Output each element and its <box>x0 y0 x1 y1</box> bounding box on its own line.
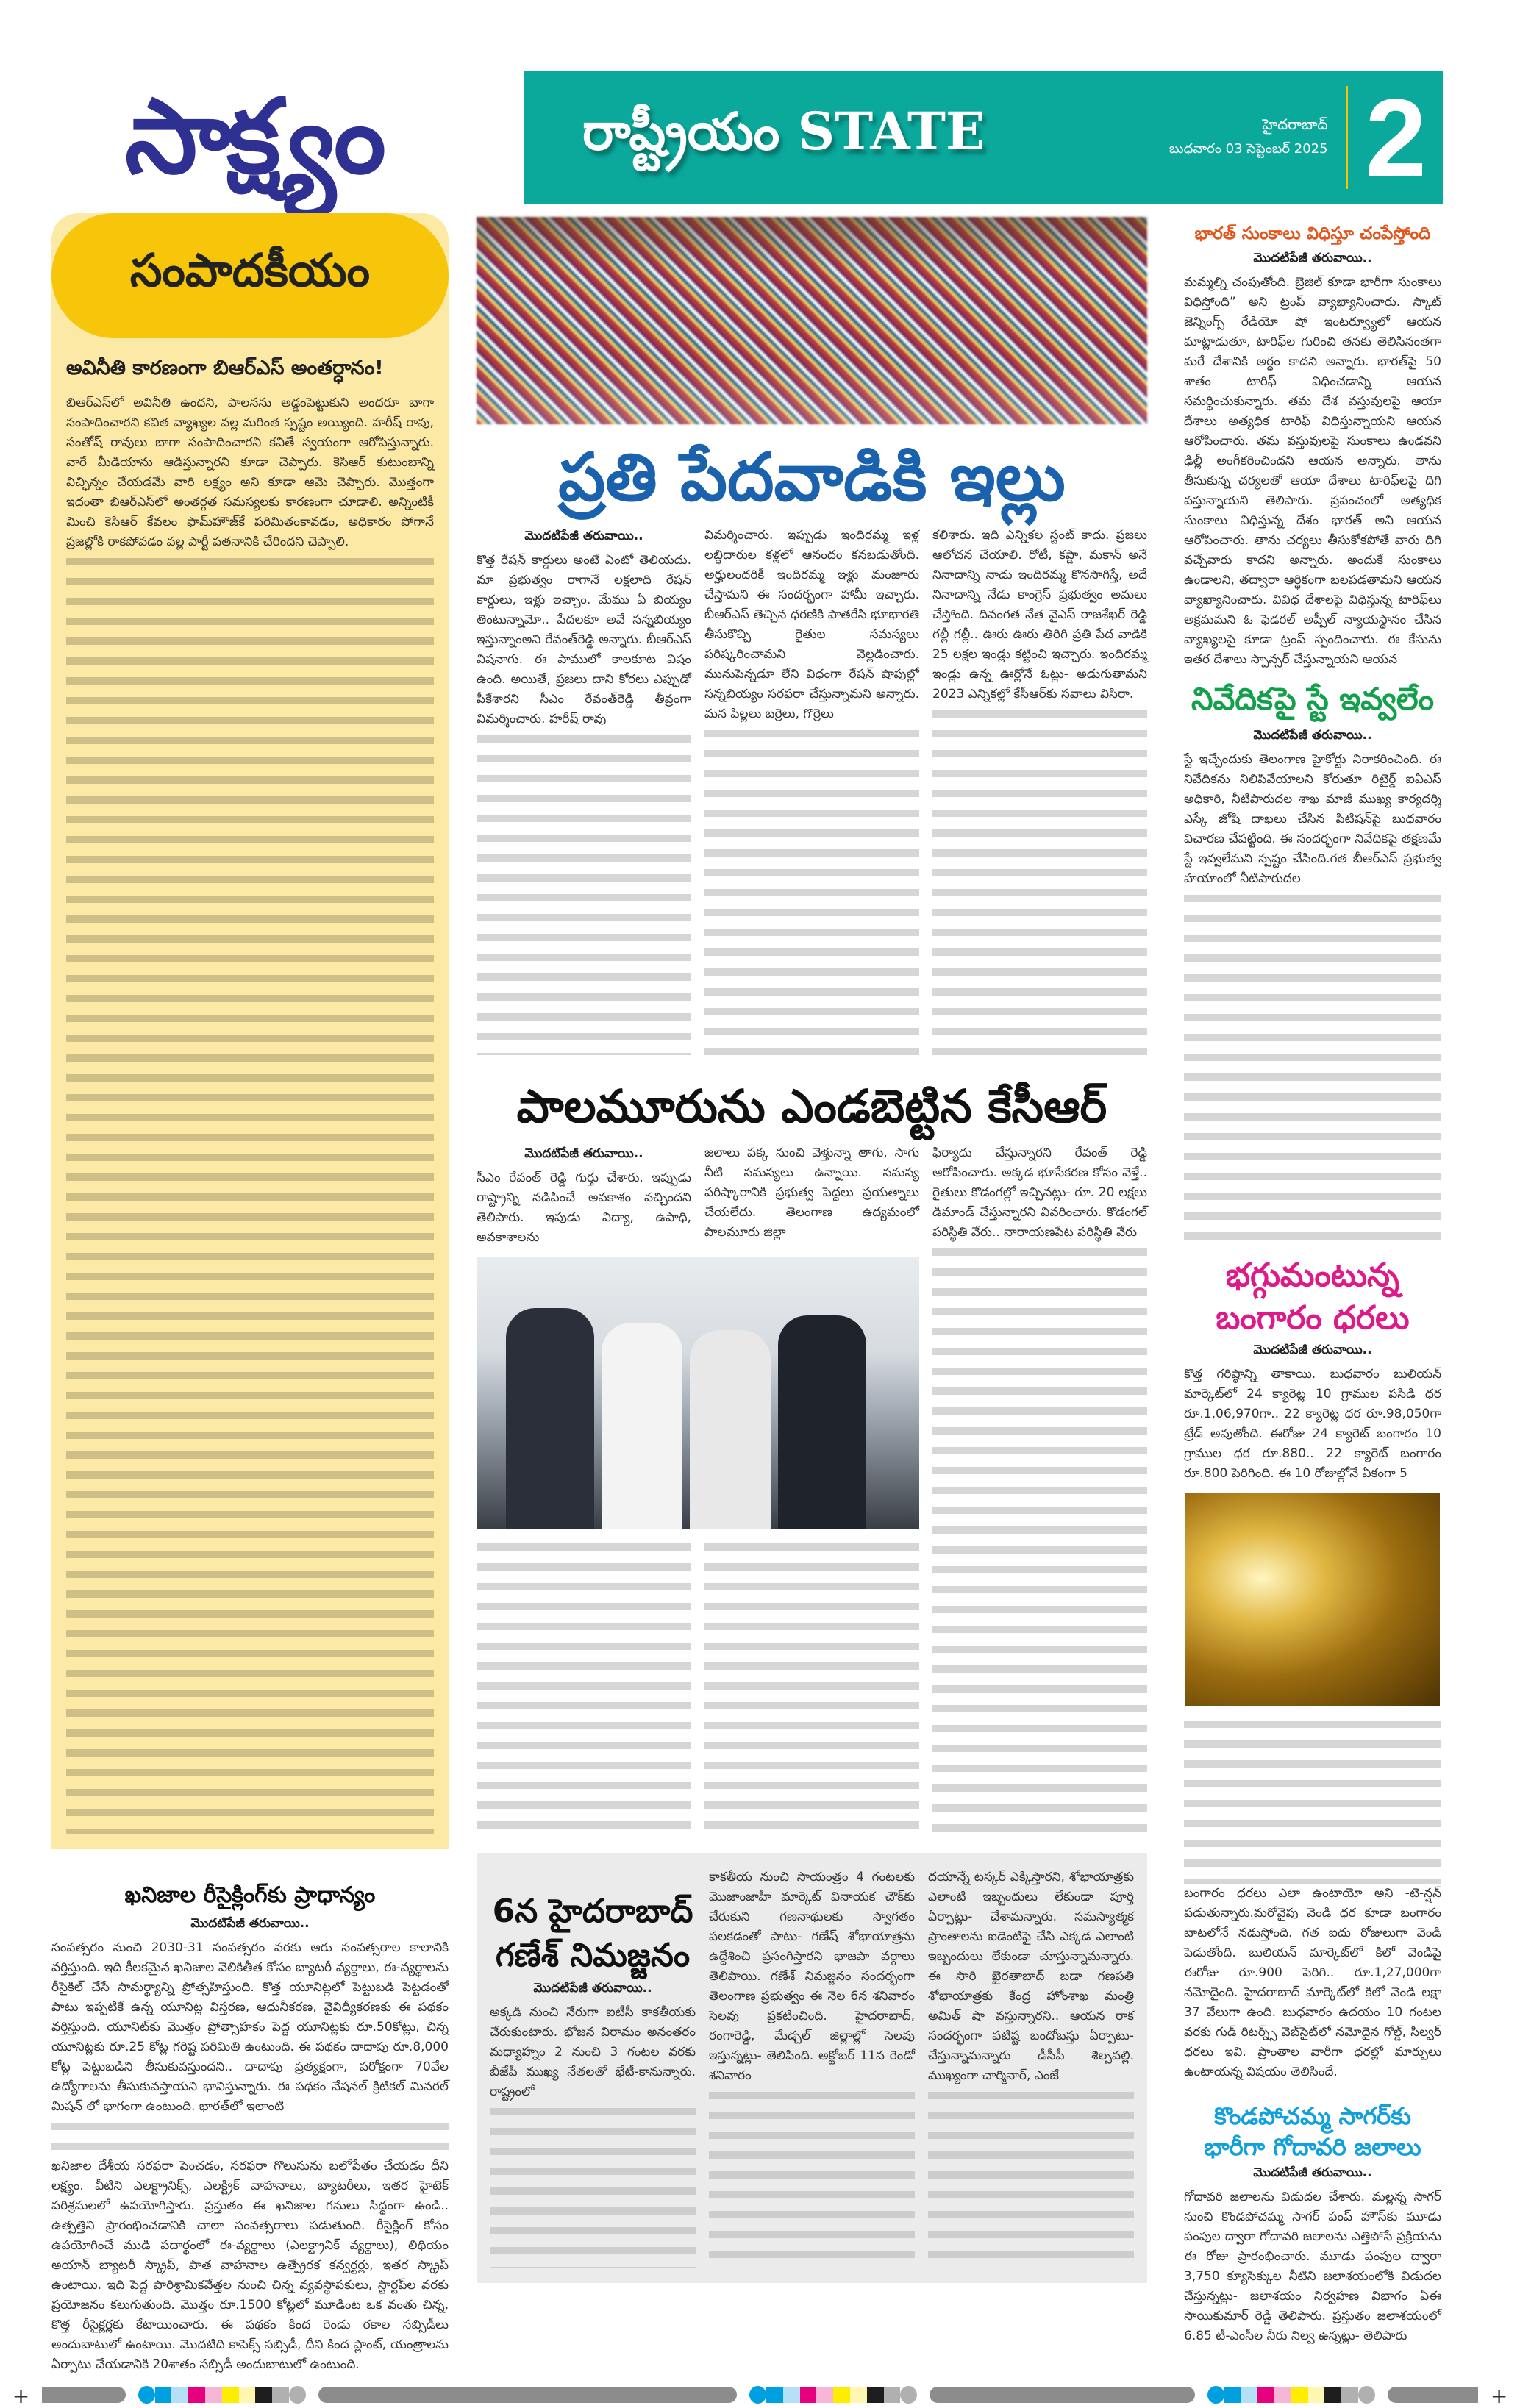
palamuru-col-2: జలాలు పక్క నుంచి వెళ్తున్నా తాగు, సాగు నీటి సమస్యలు ఉన్నాయి. సమస్య పరిష్కారానికి ప్రభుత్వ పెద్దలు ప్రయత్నాలు చేయలేదు. తెలంగాణ ఉద్యమంలో పాలమూరు జిల్లా <box>704 1146 919 1240</box>
cm-meeting-photo <box>477 1257 919 1529</box>
minerals-body-end: ఖనిజాల దేశీయ సరఫరా పెంచడం, సరఫరా గొలుసును బలోపేతం చేయడం దీని లక్ష్యం. వీటిని ఎలక్ట్రానిక్స్, ఎలక్ట్రిక్ వాహనాలు, బ్యాటరీలు, ఇతర హైటెక్ పరిశ్రమలలో ఉపయోగిస్తారు. ప్రస్తుతం ఈ ఖనిజాల గనులు సిద్ధంగా ఉండి.. ఉత్పత్తిని ప్రారంభించడానికి చాలా సంవత్సరాలు పడుతుంది. రీసైక్లింగ్ కోసం ఉపయోగించే ముడి పదార్థంలో ఈ-వ్యర్థాలు (ఎలక్ట్రానిక్ వ్యర్థాలు), లిథియం అయాన్ బ్యాటరీ స్క్రాప్, పాత వాహనాల ఉత్ప్రేరక కన్వర్టర్లు, ఇతర స్క్రాప్ ఉంటాయి. ఇది పెద్ద పారిశ్రామికవేత్తల నుంచి చిన్న వ్యవస్థాపకులు, స్టార్టప్‌ల వరకు ప్రయోజనం కలుగుతుంది. మొత్తం రూ.1500 కోట్లలో మూడింట ఒక వంతు చిన్న, కొత్త రీసైక్లర్లకు కేటాయించారు. ఈ పథకం కింద రెండు రకాల సబ్సిడీలు అందుబాటులో ఉంటాయి. మొదటిది కాపెక్స్ సబ్సిడీ, దీని కింద ప్లాంట్, యంత్రాలను ఏర్పాటు చేయడానికి 20శాతం సబ్సిడీ అందుబాటులో ఉంటుంది. <box>51 2159 449 2372</box>
housing-col-3: కలిశారు. ఇది ఎన్నికల స్టంట్ కాదు. ప్రజలు ఆలోచన చేయాలి. రోటీ, కప్డా, మకాన్ అనే నినాదాన్ని నాడు ఇందిరమ్మ కొనసాగిస్తే, అదే నినాదాన్ని నేడు కాంగ్రెస్ ప్రభుత్వం అమలు చేస్తోంది. దివంగత నేత వైఎస్ రాజశేఖర్ రెడ్డి గల్లీ గల్లీ.. ఊరు ఊరు తిరిగి ప్రతి పేద వాడికి 25 లక్షల ఇండ్లు కట్టించి ఇచ్చారు. ఇందిరమ్మ ఇండ్లు ఉన్న ఊర్లోనే ఓట్లు- అడుగుతామని 2023 ఎన్నికల్లో కేసీఆర్‌కు సవాలు విసిరా. <box>932 528 1147 701</box>
gold-body-end: బంగారం ధరలు ఎలా ఉంటాయో అని -టె-న్షన్ పడుతున్నారు.మరోవైపు వెండి ధర కూడా బంగారం బాటలోనే నడుస్తోంది. గత ఐదు రోజులుగా వెండి పెడుతోంది. బులియన్ మార్కెట్‌లో కిలో వెండిపై ఈరోజు రూ.900 పెరిగి.. రూ.1,27,000గా నమోదైంది. హైదరాబాద్ మార్కెట్‌లో కిలో వెండి లక్షా 37 వేలుగా ఉంది. బుధవారం ఉదయం 10 గంటల వరకు గుడ్ రిటర్న్స్ వెబ్‌సైట్‌లో నమోదైన గోల్డ్, సిల్వర్ ధరలు ఇవి. ప్రాంతాల వారీగా ధరల్లో మార్పులు ఉంటాయన్న విషయం తెలిసిందే. <box>1184 1886 1441 2079</box>
editorial-box <box>51 213 449 1849</box>
tariff-body: మమ్మల్ని చంపుతోంది. బ్రెజిల్ కూడా భారీగా సుంకాలు విధిస్తోంది” అని ట్రంప్ వ్యాఖ్యానించారు. స్కాట్ జెన్నింగ్స్ రేడియో షో ఇంటర్వ్యూలో ఆయన మాట్లాడుతూ, టారిఫ్‌ల గురించి తనకు తెలిసినంతగా మరే దేశానికి అర్థం కాదని అన్నారు. భారత్‌పై 50 శాతం టారిఫ్ విధించడాన్ని ఆయన సమర్థించుకున్నారు. తమ దేశ వస్తువులపై ఆయా దేశాలు అత్యధిక టారిఫ్ విధిస్తున్నాయని ఆయన ఆరోపించారు. తమ వస్తువులపై సుంకాలు ఉండవని ఢిల్లీ అంగీకరించిందని ఆయన అన్నారు. తాను తీసుకున్న చర్యలతో ఆయా దేశాలు టారిఫ్‌లపై దిగి వస్తున్నాయని తెలిపారు. ప్రపంచంలో అత్యధిక సుంకాలు విధిస్తున్న దేశం భారత్ అని ఆయన ఆరోపించారు. తాను చర్యలు తీసుకోకపోతే వారు దిగి వచ్చేవారు కాదని అన్నారు. అందుకే సుంకాలు ఉండాలని, తద్వారా ఆర్థికంగా బలపడతామని ఆయన వ్యాఖ్యానించారు. వివిధ దేశాలపై విధిస్తున్న టారిఫ్‌లు అక్రమమని ఓ ఫెడరల్ అప్పీల్ న్యాయస్థానం చేసిన వ్యాఖ్యలపై కూడా ట్రంప్ స్పందించారు. ఈ కేసును ఇతర దేశాలు స్పాన్సర్ చేస్తున్నాయని ఆయన <box>1184 275 1441 667</box>
newspaper-logo: సాక్ష్యం <box>125 77 382 197</box>
page-number: 2 <box>1365 76 1427 199</box>
ganesh-col-2: కాకతీయ నుంచి సాయంత్రం 4 గంటలకు మొజాంజాహీ మార్కెట్ వినాయక చౌక్‌కు చేరుకుని గణనాథులకు స్వాగతం పలకడంతో పాటు- గణేష్ శోభాయాత్రను ఉద్దేశించి ప్రసంగిస్తారని భాజపా వర్గాలు తెలిపాయి. గణేశ్ నిమజ్జనం సందర్భంగా తెలంగాణ ప్రభుత్వం ఈ నెల 6న శనివారం సెలవు ప్రకటించింది. హైదరాబాద్, రంగారెడ్డి, మేడ్చల్ జిల్లాల్లో సెలవు ఇస్తున్నట్లు- తెలిపింది. అక్టోబర్ 11న రెండో శనివారం <box>709 1870 915 2083</box>
middle-column <box>477 213 1147 2375</box>
text-continuation <box>1184 889 1441 1240</box>
right-column <box>1184 213 1441 2375</box>
ganesh-article <box>477 1853 1147 2283</box>
text-continuation <box>477 729 691 1055</box>
continued-label: మొదటిపేజీ తరువాయి.. <box>1253 728 1372 743</box>
palamuru-col-3: ఫిర్యాదు చేస్తున్నారని రేవంత్ రెడ్డి ఆరోపించారు. అక్కడ భూసేకరణ కోసం వెళ్తే.. రైతులు కొడంగల్లో ఇచ్చినట్లు- రూ. 20 లక్షలు డిమాండ్ చేస్తున్నారని వివరించారు. కొడంగల్ పరిస్థితి వేరు.. నారాయణపేట పరిస్థితి వేరు <box>932 1146 1147 1240</box>
text-continuation <box>709 2086 915 2268</box>
print-registration-bar: + + <box>12 2384 1508 2408</box>
gold-bars-photo <box>1185 1493 1440 1706</box>
kondapochamma-article <box>1184 2162 1441 2346</box>
continued-label: మొదటిపేజీ తరువాయి.. <box>524 529 643 543</box>
gold-headline-line2: బంగారం ధరలు <box>1216 1299 1410 1337</box>
text-continuation <box>477 1537 691 1834</box>
minerals-body: సంవత్సరం నుంచి 2030-31 సంవత్సరం వరకు ఆరు సంవత్సరాల కాలానికి వర్తిస్తుంది. ఇది కీలకమైన ఖనిజాల వెలికితీత కోసం బ్యాటరీ వ్యర్థాలు, ఈ-వ్యర్థాలను రీసైకిల్ చేసే సామర్థ్యాన్ని ప్రోత్సహిస్తుంది. కొత్త యూనిట్లలో పెట్టుబడి పెట్టడంతో పాటు ఇప్పటికే ఉన్న యూనిట్ల విస్తరణ, ఆధునీకరణ, వైవిధ్యీకరణకు ఈ పథకం వర్తిస్తుంది. యూనిట్‌కు మొత్తం ప్రోత్సాహకం పెద్ద యూనిట్లకు రూ.50కోట్లు, చిన్న యూనిట్లకు రూ.25 కోట్ల గరిష్ట పరిమితి ఉంటుంది. ఈ పథకం దాదాపు రూ.8,000 కోట్ల పెట్టుబడిని తీసుకువస్తుందని.. దాదాపు ప్రత్యక్షంగా, పరోక్షంగా 70వేల ఉద్యోగాలను తీసుకువస్తాయని భావిస్తున్నారు. ఈ పథకం నేషనల్ క్రిటికల్ మినరల్ మిషన్ లో భాగంగా ఉంటుంది. భారత్‌లో ఇలాంటి <box>51 1940 449 2114</box>
palamuru-headline: పాలమూరును ఎండబెట్టిన కేసీఆర్ <box>516 1079 1107 1133</box>
edition-date: బుధవారం 03 సెప్టెంబర్ 2025 <box>1168 141 1328 157</box>
stay-body: స్టే ఇచ్చేందుకు తెలంగాణ హైకోర్టు నిరాకరించింది. ఈ నివేదికను నిలిపివేయాలని కోరుతూ రిటైర్డ్ ఐఏఎస్ అధికారి, నీటిపారుదల శాఖ మాజీ ముఖ్య కార్యదర్శి ఎస్కే జోషి దాఖలు చేసిన పిటిషన్‌పై బుధవారం విచారణ చేపట్టింది. ఈ సందర్భంగా నివేదికపై తక్షణమే స్టే ఇవ్వలేమని స్పష్టం చేసింది.గత బీఆర్‌ఎస్ ప్రభుత్వ హయాంలో నీటిపారుదల <box>1184 752 1441 886</box>
continued-label: మొదటిపేజీ తరువాయి.. <box>190 1916 310 1931</box>
text-continuation <box>66 552 434 1834</box>
continued-label: మొదటిపేజీ తరువాయి.. <box>1253 2165 1372 2180</box>
gold-article <box>1184 1340 1441 1484</box>
edition-city: హైదరాబాద్ <box>1262 115 1328 133</box>
continued-label: మొదటిపేజీ తరువాయి.. <box>1253 1343 1372 1357</box>
text-continuation <box>490 2102 696 2268</box>
gold-headline-line1: భగ్గుమంటున్న <box>1226 1257 1399 1294</box>
continued-label: మొదటిపేజీ తరువాయి.. <box>524 1146 643 1161</box>
edition-meta <box>1169 115 1328 160</box>
kondapochamma-body: గోదావరి జలాలను విడుదల చేశారు. మల్లన్న సాగర్ నుంచి కొండపోచమ్మ సాగర్ పంప్ హౌస్‌కు మూడు పంపుల ద్వారా గోదావరి జలాలను ఎత్తిపోసే ప్రక్రియను ఈ రోజు ప్రారంభించారు. మూడు పంపుల ద్వారా 3,750 క్యూసెక్కుల నీటిని జలాశయంలోకి విడుదల చేస్తున్నట్లు- జలాశయం నిర్వహణ విభాగం ఏఈ సాయికుమార్ రెడ్డి తెలిపారు. ప్రస్తుతం జలాశయంలో 6.85 టీ-ఎంసీల నీరు నిల్వ ఉన్నట్లు- తెలిపారు <box>1184 2190 1441 2343</box>
text-continuation <box>704 1537 919 1834</box>
gold-headline <box>1184 1254 1441 1340</box>
left-column <box>51 213 449 2375</box>
continued-label: మొదటిపేజీ తరువాయి.. <box>1253 251 1372 265</box>
continued-label: మొదటిపేజీ తరువాయి.. <box>533 1981 652 1996</box>
text-continuation <box>51 2117 449 2157</box>
text-continuation <box>1184 1715 1441 1884</box>
housing-col-1: కొత్త రేషన్ కార్డులు అంటే ఏంటో తెలియదు. మా ప్రభుత్వం రాగానే లక్షలాది రేషన్ కార్డులు, ఇళ్లు ఇచ్చాం. మేము ఏ బియ్యం తింటున్నామో.. పేదలకూ అవే సన్నబియ్యం ఇస్తున్నాంఅని రేవంత్‌రెడ్డి అన్నారు. బీఆర్‌ఎస్ విషనాగు. ఈ పాములో కాలకూట విషం ఉంది. అయితే, ప్రజలు దాని కోరలు ఎప్పుడో పీకేశారని సీఎం రేవంత్‌రెడ్డి తీవ్రంగా విమర్శించారు. హరీష్ రావు <box>477 553 691 726</box>
housing-col-2: విమర్శించారు. ఇప్పుడు ఇందిరమ్మ ఇళ్ల లబ్ధిదారుల కళ్లలో ఆనందం కనబడుతోంది. అర్హులందరికీ ఇందిరమ్మ ఇళ్లు మంజూరు చేస్తామని ఈ సందర్భంగా హామీ ఇచ్చారు. బీఆర్‌ఎస్ తెచ్చిన ధరణికి పాతరేసి భూభారతి తీసుకొచ్చి రైతుల సమస్యలు పరిష్కరించామని వెల్లడించారు. మునుపెన్నడూ లేని విధంగా రేషన్ షాపుల్లో సన్నబియ్యం సరఫరా చేస్తున్నామని అన్నారు. మన పిల్లలు బర్రెలు, గొర్రెలు <box>704 528 919 721</box>
tariff-article <box>1184 248 1441 670</box>
text-continuation <box>704 724 919 1055</box>
section-banner <box>524 71 1443 204</box>
tariff-headline: భారత్ సుంకాలు విధిస్తూ చంపేస్తోంది <box>1194 224 1431 243</box>
minerals-article <box>51 1913 449 2375</box>
gold-article-cont <box>1184 1715 1441 2082</box>
stay-headline: నివేదికపై స్టే ఇవ్వలేం <box>1191 681 1434 717</box>
stay-article <box>1184 725 1441 1240</box>
text-continuation <box>928 2086 1134 2268</box>
minerals-headline: ఖనిజాల రీసైక్లింగ్‌కు ప్రాధాన్యం <box>124 1882 376 1908</box>
page-content <box>0 213 1520 2375</box>
editorial-body: బిఆర్‌ఎస్‌లో అవినీతి ఉందని, పాలనను అడ్డంపెట్టుకుని అందరూ బాగా సంపాదించారని కవిత వ్యాఖ్యల వల్ల మరింత స్పష్టం అయ్యింది. హరీష్ రావు, సంతోష్ రావులు బాగా సంపాదించారని కవితే స్వయంగా ఆరోపిస్తున్నారు. వారే మీడియాను ఆడిస్తున్నారని కూడా చెప్పారు. కెసిఆర్ కుటుంబాన్ని విచ్ఛిన్నం చేయడమే వారి లక్ష్యం అని కూడా ఆమె చెప్పారు. మొత్తంగా ఇదంతా బిఆర్‌ఎస్‌లో అంతర్గత సమస్యలకు కారణంగా చూడాలి. అన్నింటికీ మించి కెసిఆర్ కేవలం ఫామ్‌హౌజ్‌కే పరిమితంకావడం, అధికారం పోగానే ప్రజల్లోకి రాకపోవడం వల్ల పార్టీ పతనానికి చేరిందని చెప్పాలి. <box>66 396 434 549</box>
editorial-label: సంపాదకీయం <box>51 213 449 338</box>
text-continuation <box>932 704 1147 1055</box>
housing-article <box>477 526 1147 1055</box>
ganesh-col-3: దయాన్నే టస్కర్ ఎక్కిస్తారని, శోభాయాత్రకు ఎలాంటి ఇబ్బందులు లేకుండా పూర్తి ఏర్పాట్లు- చేశామన్నారు. సమస్యాత్మక ప్రాంతాలను ఐడెంటిఫై చేసి ఎక్కడ ఎలాంటి ఇబ్బందులు లేకుండా చూస్తున్నామన్నారు. ఈ సారి ఖైరతాబాద్ బడా గణపతి శోభాయాత్రకు కేంద్ర హోంశాఖ మంత్రి అమిత్ షా వస్తున్నారని.. ఆయన రాక సందర్భంగా పటిష్ట బందోబస్తు ఏర్పాటు- చేస్తున్నామన్నారు డీసీపీ శిల్పవల్లి. ముఖ్యంగా చార్మినార్, ఎంజే <box>928 1870 1134 2083</box>
kondapochamma-headline: కొండపోచమ్మ సాగర్‌కు భారీగా గోదావరి జలాలు <box>1204 2102 1421 2161</box>
palamuru-article <box>477 1143 1147 1834</box>
ganesh-headline: 6న హైదరాబాద్ గణేశ్ నిమజ్జనం <box>492 1893 693 1974</box>
text-continuation <box>932 1243 1147 1834</box>
masthead <box>0 71 1520 204</box>
section-title: రాష్ట్రీయం STATE <box>582 101 985 162</box>
gold-body: కొత్త గరిష్ఠాన్ని తాకాయి. బుధవారం బులియన్ మార్కెట్‌లో 24 క్యారెట్ల 10 గ్రాముల పసిడి ధర రూ.1,06,970గా.. 22 క్యారెట్ల ధర రూ.98,050గా ట్రేడ్ అవుతోంది. ఈరోజు 24 క్యారెట్ బంగారం 10 గ్రాముల ధర రూ.880.. 22 క్యారెట్ బంగారం రూ.800 పెరిగింది. ఈ 10 రోజుల్లోనే ఏకంగా 5 <box>1184 1367 1441 1481</box>
ganesh-col-1: అక్కడి నుంచి నేరుగా ఐటీసీ కాకతీయకు చేరుకుంటారు. భోజన విరామం అనంతరం మధ్యాహ్నం 2 నుంచి 3 గంటల వరకు బీజేపీ ముఖ్య నేతలతో భేటీ-కానున్నారు. రాష్ట్రంలో <box>490 2005 696 2099</box>
divider <box>1346 86 1348 189</box>
editorial-headline: అవినీతి కారణంగా బిఆర్‌ఎస్ అంతర్ధానం! <box>66 357 384 379</box>
housing-headline: ప్రతి పేదవాడికి ఇల్లు <box>558 439 1066 516</box>
crowd-photo <box>477 217 1147 424</box>
palamuru-col-1: సీఎం రేవంత్ రెడ్డి గుర్తు చేశారు. ఇప్పుడు రాష్ట్రాన్ని నడిపించే అవకాశం వచ్చిందని తెలిపారు. ఇపుడు విద్యా, ఉపాధి, అవకాశాలను <box>477 1171 691 1245</box>
